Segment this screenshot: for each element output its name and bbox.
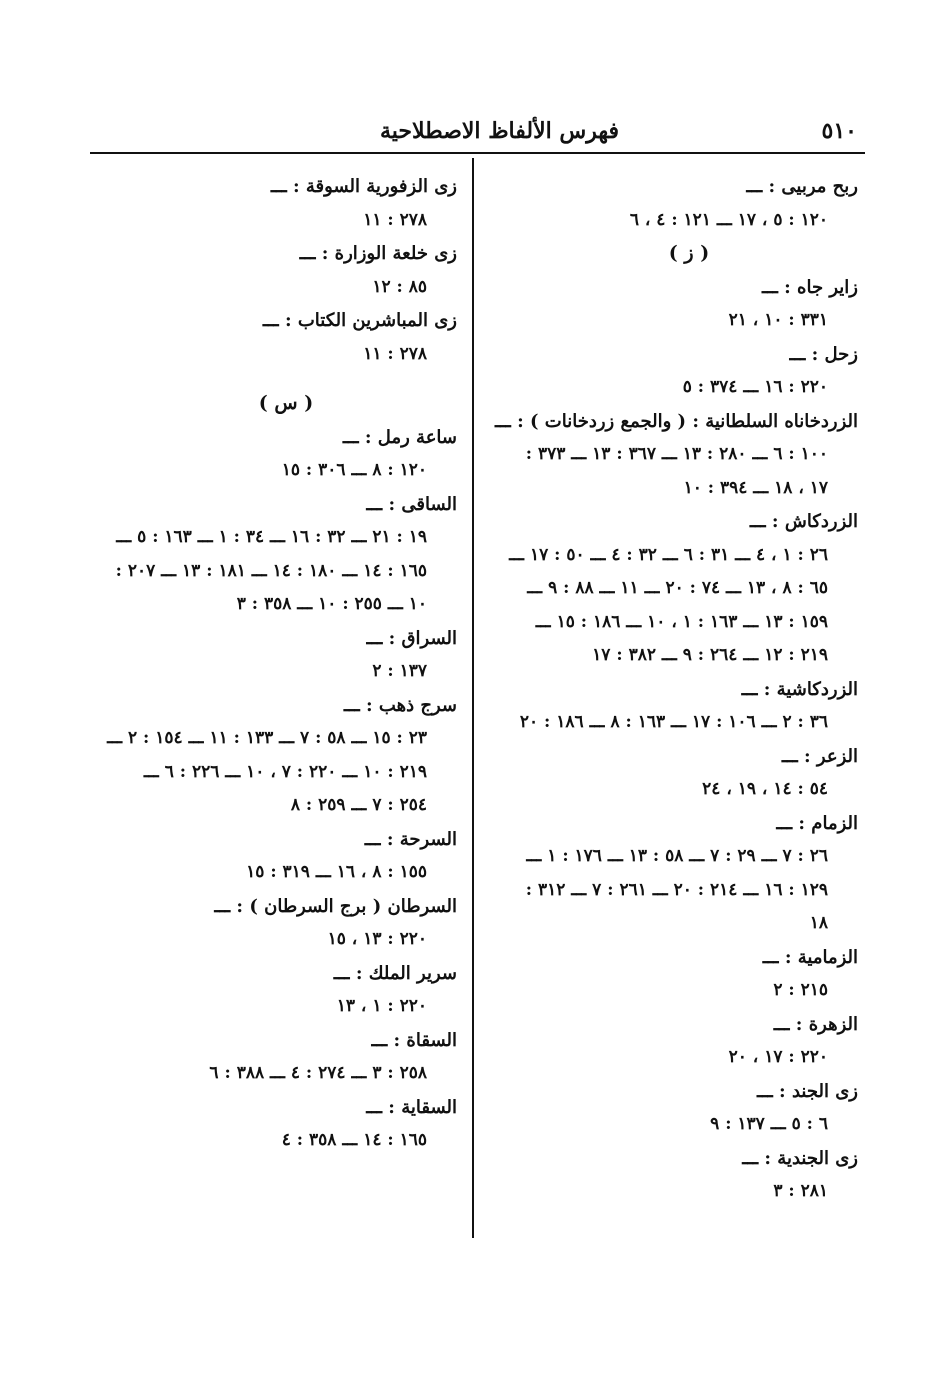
index-references: ١٠ ـــ ٢٥٥ : ١٠ ـــ ٣٥٨ : ٣ xyxy=(236,594,427,614)
index-references: ١٩ : ٢١ ـــ ٣٢ : ١٦ ـــ ٣٤ : ١ ـــ ١٦٣ : ٥ ـــ xyxy=(116,527,427,547)
index-references: ٢٦ : ١ ، ٤ ـــ ٣١ : ٦ ـــ ٣٢ : ٤ ـــ ٥٠ : ١٧ ـــ xyxy=(509,544,828,565)
section-letter: ( ز ) xyxy=(668,242,710,264)
index-term: ربح مربيى : ـــ xyxy=(746,176,858,197)
section-letter: ( س ) xyxy=(258,392,314,414)
index-term: الزردكاش : ـــ xyxy=(749,511,858,532)
index-term: السراق : ـــ xyxy=(366,627,457,649)
index-term: سرج ذهب : ـــ xyxy=(343,694,457,716)
index-column-left xyxy=(85,170,457,1158)
index-references: ٢١٩ : ١٢ ـــ ٢٦٤ : ٩ ـــ ٣٨٢ : ١٧ xyxy=(592,645,828,665)
index-term: زى الزفورية السوقة : ـــ xyxy=(270,176,457,197)
index-term: سرير الملك : ـــ xyxy=(333,962,457,984)
index-references: ٢٥٤ : ٧ ـــ ٢٥٩ : ٨ xyxy=(290,795,427,815)
page-header xyxy=(90,112,865,152)
index-references: ١٥٩ : ١٣ ـــ ١٦٣ : ١ ، ١٠ ـــ ١٨٦ : ١٥ ـــ xyxy=(535,611,828,632)
index-term: الزردكاشية : ـــ xyxy=(741,678,858,700)
index-references: ٢٣ : ١٥ ـــ ٥٨ : ٧ ـــ ١٣٣ : ١١ ـــ ١٥٤ : ٢ ـــ xyxy=(107,728,427,748)
index-term: السقاية : ـــ xyxy=(366,1096,457,1118)
index-references: ١٧ ، ١٨ ـــ ٣٩٤ : ١٠ xyxy=(683,477,828,498)
index-term: السرطان ( برج السرطان ) : ـــ xyxy=(214,895,457,917)
index-column-right xyxy=(490,170,858,1209)
index-references: ٢٥٨ : ٣ ـــ ٢٧٤ : ٤ ـــ ٣٨٨ : ٦ xyxy=(209,1063,427,1083)
index-references: ١٢٠ : ٨ ـــ ٣٠٦ : ١٥ xyxy=(281,460,427,480)
index-references: ٢٢٠ : ١٣ ، ١٥ xyxy=(327,929,427,949)
index-references: ٨٥ : ١٢ xyxy=(372,276,427,297)
index-term: السرحة : ـــ xyxy=(364,828,457,850)
index-references: ١٢٩ : ١٦ ـــ ٢١٤ : ٢٠ ـــ ٢٦١ : ٧ ـــ ٣١٢ : xyxy=(525,879,828,900)
index-references: ١٦٥ : ١٤ ـــ ١٨٠ : ١٤ ـــ ١٨١ : ١٣ ـــ ٢٠٧ : xyxy=(115,560,427,581)
index-term: زى الجند : ـــ xyxy=(756,1080,858,1102)
index-term: زاير جاه : ـــ xyxy=(762,276,858,298)
index-term: الزمامية : ـــ xyxy=(762,946,858,968)
index-term: السقاة : ـــ xyxy=(371,1029,457,1051)
index-references: ٢٢٠ : ١ ، ١٣ xyxy=(336,996,427,1016)
index-term: الزهرة : ـــ xyxy=(773,1013,858,1035)
index-references: ٢٢٠ : ١٧ ، ٢٠ xyxy=(728,1047,828,1067)
index-term: زحل : ـــ xyxy=(789,343,858,365)
index-references: ٣٣١ : ١٠ ، ٢١ xyxy=(728,310,828,330)
column-divider xyxy=(472,158,474,1238)
index-references: ٣٦ : ٢ ـــ ١٠٦ : ١٧ ـــ ١٦٣ : ٨ ـــ ١٨٦ : ٢٠ xyxy=(519,712,828,732)
index-term: الزعر : ـــ xyxy=(781,745,858,767)
index-references: ٢٦ : ٧ ـــ ٢٩ : ٧ ـــ ٥٨ : ١٣ ـــ ١٧٦ : ١ ـــ xyxy=(526,846,828,866)
index-references: ١٢٠ : ٥ ، ١٧ ـــ ١٢١ : ٤ ، ٦ xyxy=(629,209,828,230)
index-term: الزمام : ـــ xyxy=(776,812,858,834)
index-references: ١٥٥ : ٨ ، ١٦ ـــ ٣١٩ : ١٥ xyxy=(246,862,427,882)
page-number: ٥١٠ xyxy=(821,118,857,144)
running-title: فهرس الألفاظ الاصطلاحية xyxy=(380,118,620,144)
index-references: ٥٤ : ١٤ ، ١٩ ، ٢٤ xyxy=(702,779,828,799)
index-references: ١٨ xyxy=(809,913,828,933)
header-rule xyxy=(90,152,865,154)
index-references: ٦٥ : ٨ ، ١٣ ـــ ٧٤ : ٢٠ ـــ ١١ ـــ ٨٨ : ٩ ـــ xyxy=(527,578,828,598)
index-term: الزردخاناه السلطانية : ( والجمع زردخانات ) : ـــ xyxy=(494,410,858,432)
index-term: زى خلعة الوزارة : ـــ xyxy=(299,243,457,264)
index-term: ساعة رمل : ـــ xyxy=(342,426,457,448)
spacer xyxy=(85,371,457,387)
index-references: ٢٧٨ : ١١ xyxy=(363,209,427,230)
index-term: الساقى : ـــ xyxy=(366,493,457,515)
index-references: ٢١٩ : ١٠ ـــ ٢٢٠ : ٧ ، ١٠ ـــ ٢٢٦ : ٦ ـــ xyxy=(143,761,427,782)
index-references: ٢٧٨ : ١١ xyxy=(363,343,427,364)
index-references: ٢٢٠ : ١٦ ـــ ٣٧٤ : ٥ xyxy=(682,377,828,397)
index-term: زى المباشرين الكتاب : ـــ xyxy=(262,310,457,331)
index-references: ٢٨١ : ٣ xyxy=(773,1181,828,1201)
index-references: ١٦٥ : ١٤ ـــ ٣٥٨ : ٤ xyxy=(281,1130,427,1150)
index-references: ٦ : ٥ ـــ ١٣٧ : ٩ xyxy=(710,1114,828,1134)
index-references: ١٣٧ : ٢ xyxy=(372,661,427,681)
index-references: ٢١٥ : ٢ xyxy=(773,980,828,1000)
index-term: زى الجندية : ـــ xyxy=(742,1147,858,1169)
index-references: ١٠٠ : ٦ ـــ ٢٨٠ : ١٣ ـــ ٣٦٧ : ١٣ ـــ ٣٧٣ : xyxy=(525,444,828,464)
